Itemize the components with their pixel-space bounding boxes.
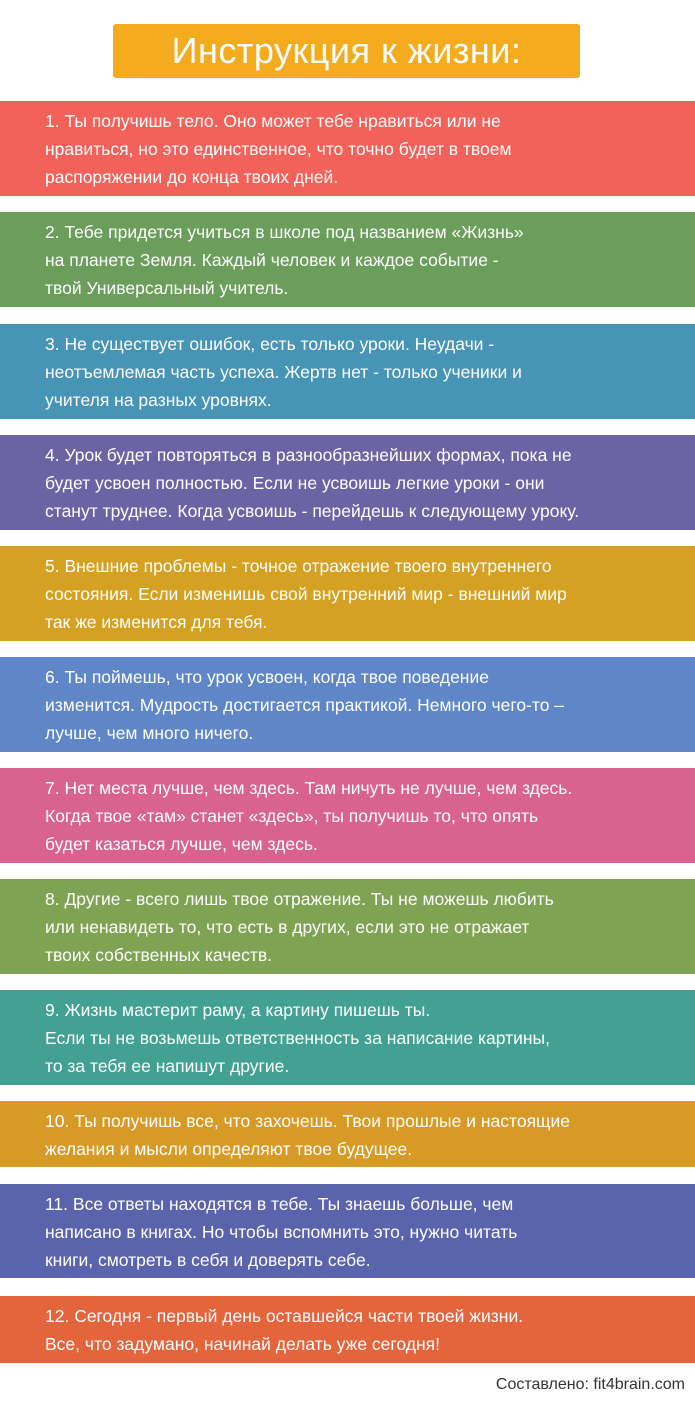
- page-title: Инструкция к жизни:: [113, 24, 580, 78]
- header: [0, 0, 695, 100]
- rule-item-10: 10. Ты получишь все, что захочешь. Твои прошлые и настоящие желания и мысли определяют твое будущее.: [0, 1101, 695, 1167]
- rule-item-8: 8. Другие - всего лишь твое отражение. Ты не можешь любить или ненавидеть то, что есть в других, если это не отражает твоих собственных качеств.: [0, 879, 695, 974]
- rule-item-6: 6. Ты поймешь, что урок усвоен, когда твое поведение изменится. Мудрость достигается практикой. Немного чего-то – лучше, чем много ничего.: [0, 657, 695, 752]
- rule-item-3: 3. Не существует ошибок, есть только уроки. Неудачи - неотъемлемая часть успеха. Жертв нет - только ученики и учителя на разных уровнях.: [0, 324, 695, 419]
- rule-item-4: 4. Урок будет повторяться в разнообразнейших формах, пока не будет усвоен полностью. Если не усвоишь легкие уроки - они станут труднее. Когда усвоишь - перейдешь к следующему уроку.: [0, 435, 695, 530]
- rule-item-7: 7. Нет места лучше, чем здесь. Там ничуть не лучше, чем здесь. Когда твое «там» станет «здесь», ты получишь то, что опять будет казаться лучше, чем здесь.: [0, 768, 695, 863]
- rule-item-1: 1. Ты получишь тело. Оно может тебе нравиться или не нравиться, но это единственное, что точно будет в твоем распоряжении до конца твоих дней.: [0, 101, 695, 196]
- rule-item-9: 9. Жизнь мастерит раму, а картину пишешь ты. Если ты не возьмешь ответственность за написание картины, то за тебя ее напишут другие.: [0, 990, 695, 1085]
- rule-item-2: 2. Тебе придется учиться в школе под названием «Жизнь» на планете Земля. Каждый человек и каждое событие - твой Универсальный учитель.: [0, 212, 695, 307]
- source-credit: Составлено: fit4brain.com: [495, 1376, 685, 1393]
- rule-item-5: 5. Внешние проблемы - точное отражение твоего внутреннего состояния. Если изменишь свой внутренний мир - внешний мир так же изменится для тебя.: [0, 546, 695, 641]
- rule-item-11: 11. Все ответы находятся в тебе. Ты знаешь больше, чем написано в книгах. Но чтобы вспомнить это, нужно читать книги, смотреть в себя и доверять себе.: [0, 1184, 695, 1278]
- rule-item-12: 12. Сегодня - первый день оставшейся части твоей жизни. Все, что задумано, начинай делать уже сегодня!: [0, 1296, 695, 1363]
